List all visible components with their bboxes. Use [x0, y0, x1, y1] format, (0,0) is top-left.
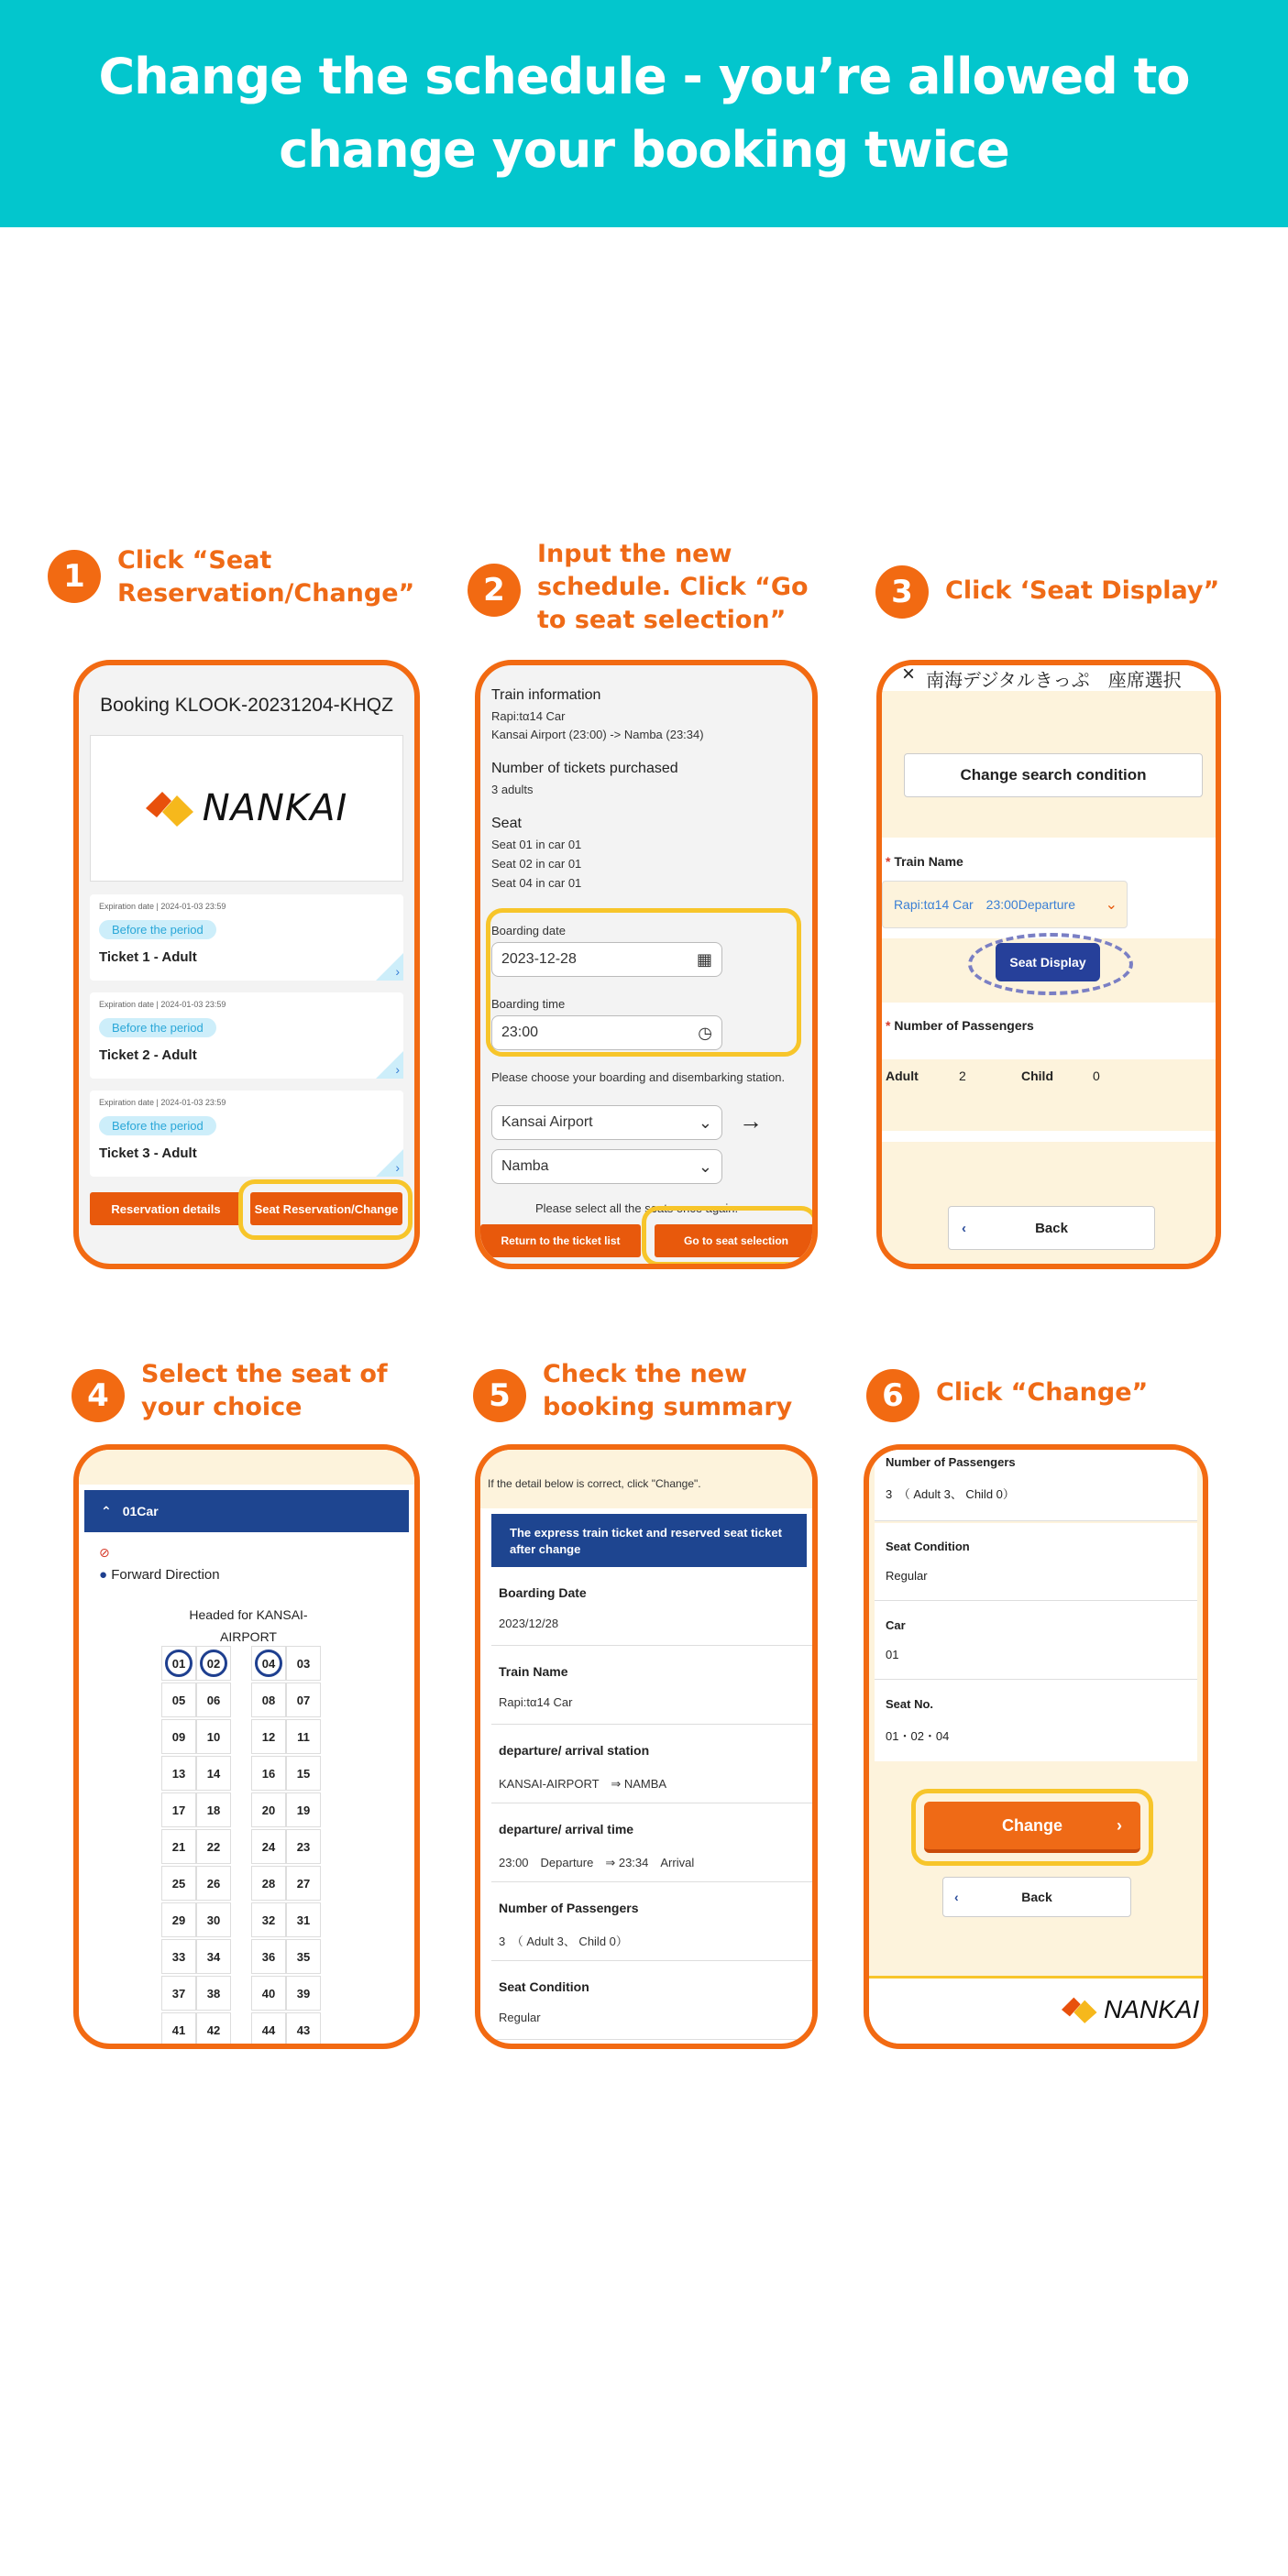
divider: [875, 1679, 1197, 1680]
car-label: 01Car: [122, 1504, 159, 1518]
seat-22[interactable]: [196, 1829, 231, 1864]
summary-list: [875, 1523, 1197, 1761]
seat-05[interactable]: [161, 1683, 196, 1717]
status-badge: Before the period: [99, 920, 216, 939]
seat-26[interactable]: [196, 1866, 231, 1901]
seat-number: 14: [206, 1766, 221, 1781]
step-2-heading: [468, 538, 834, 637]
seat-number: 35: [296, 1949, 311, 1964]
seat-number: 04: [255, 1650, 282, 1677]
seat-number: 39: [296, 1986, 311, 2001]
seat-reservation-change-button[interactable]: Seat Reservation/Change: [250, 1192, 402, 1225]
summary-row-label: Boarding Date: [499, 1585, 587, 1600]
back-button[interactable]: [948, 1206, 1155, 1250]
passengers-row: [875, 1450, 1197, 1521]
step-number: 4: [72, 1369, 125, 1422]
clock-icon: ◷: [698, 1024, 712, 1042]
footer: [869, 1979, 1203, 2044]
status-badge: Before the period: [99, 1116, 216, 1135]
summary-row-value: Rapi:tα14 Car: [499, 1695, 573, 1709]
direction-row: [99, 1567, 220, 1583]
seat-33[interactable]: [161, 1939, 196, 1974]
seat-number: 34: [206, 1949, 221, 1964]
seat-39[interactable]: [286, 1976, 321, 2011]
headed-for-text: Headed for KANSAI-AIRPORT: [189, 1607, 308, 1644]
phone-screen-booking-summary: [475, 1444, 818, 2049]
to-station-select[interactable]: [491, 1149, 722, 1184]
seat-item: Seat 04 in car 01: [491, 876, 582, 890]
direction-text: Forward Direction: [111, 1567, 220, 1583]
step-text: Click “Seat Reservation/Change”: [117, 546, 415, 608]
step-text: Check the new booking summary: [543, 1360, 793, 1421]
seat-number: 22: [206, 1839, 221, 1854]
boarding-time-label: Boarding time: [491, 997, 566, 1011]
station-prompt: Please choose your boarding and disembarking station.: [491, 1070, 786, 1084]
seat-15[interactable]: [286, 1756, 321, 1791]
train-route: Kansai Airport (23:00) -> Namba (23:34): [491, 728, 704, 741]
seat-number: 26: [206, 1876, 221, 1891]
tickets-purchased-label: Number of tickets purchased: [491, 761, 678, 776]
boarding-date-input[interactable]: [491, 942, 722, 977]
tickets-purchased-value: 3 adults: [491, 783, 534, 796]
car-value: 01: [886, 1648, 899, 1661]
select-seats-note: Please select all the seats once again.: [535, 1201, 739, 1215]
seat-30[interactable]: [196, 1902, 231, 1937]
summary-row-value: 2023/12/28: [499, 1617, 559, 1630]
step-text: Click ‘Seat Display”: [945, 576, 1220, 605]
seat-number: 31: [296, 1913, 311, 1927]
chevron-right-icon: ›: [1117, 1815, 1122, 1835]
summary-row-label: Seat Condition: [499, 1979, 589, 1994]
seat-number: 36: [261, 1949, 276, 1964]
adult-label: Adult: [886, 1069, 919, 1083]
nankai-logo-text: NANKAI: [202, 787, 348, 829]
booking-title: Booking KLOOK-20231204-KHQZ: [100, 695, 393, 716]
summary-row: [491, 1725, 812, 1803]
step-5-heading: [473, 1360, 858, 1424]
seat-number: 15: [296, 1766, 311, 1781]
step-text: Select the seat of your choice: [141, 1360, 388, 1421]
return-ticket-list-button[interactable]: Return to the ticket list: [480, 1224, 641, 1257]
arrow-right-icon: →: [739, 1107, 763, 1135]
step-6-heading: [866, 1369, 1251, 1422]
passengers-value: 3 （ Adult 3、 Child 0）: [886, 1487, 1015, 1501]
train-select-value: Rapi:tα14 Car 23:00Departure: [894, 897, 1075, 912]
summary-header: The express train ticket and reserved seat ticket after change: [491, 1514, 807, 1567]
seat-number: 37: [171, 1986, 186, 2001]
seat-28[interactable]: [251, 1866, 286, 1901]
seat-number: 27: [296, 1876, 311, 1891]
adult-count: 2: [959, 1069, 966, 1083]
car-label: Car: [886, 1618, 906, 1632]
seat-number: 13: [171, 1766, 186, 1781]
top-strip: [79, 1450, 414, 1485]
phone-screen-confirm-change: [864, 1444, 1208, 2049]
go-to-seat-selection-button[interactable]: Go to seat selection: [655, 1224, 818, 1257]
expiration-date: Expiration date | 2024-01-03 23:59: [99, 1098, 226, 1107]
step-4-heading: [72, 1360, 438, 1424]
summary-row: [491, 1567, 812, 1646]
seat-13[interactable]: [161, 1756, 196, 1791]
seat-number: 32: [261, 1913, 276, 1927]
seat-number: 06: [206, 1693, 221, 1707]
seat-25[interactable]: [161, 1866, 196, 1901]
summary-row-label: Train Name: [499, 1664, 568, 1679]
summary-row: [491, 1961, 812, 2040]
phone-screen-change-schedule: [475, 660, 818, 1269]
seat-01[interactable]: [161, 1646, 196, 1681]
seat-no-label: Seat No.: [886, 1697, 934, 1711]
step-number: 5: [473, 1369, 526, 1422]
seat-number: 01: [165, 1650, 193, 1677]
screen-header: [882, 665, 1216, 691]
ticket-name: Ticket 3 - Adult: [99, 1145, 197, 1161]
phone-screen-seat-search: [876, 660, 1221, 1269]
boarding-date-value: 2023-12-28: [501, 951, 577, 967]
seat-number: 40: [261, 1986, 276, 2001]
seat-number: 09: [171, 1729, 186, 1744]
seat-38[interactable]: [196, 1976, 231, 2011]
ticket-card[interactable]: [90, 992, 403, 1079]
seat-number: 19: [296, 1803, 311, 1817]
nankai-logo: [1062, 1995, 1199, 2024]
passengers-label: Number of Passengers: [886, 1455, 1016, 1469]
summary-row: [491, 1646, 812, 1725]
seat-34[interactable]: [196, 1939, 231, 1974]
summary-row-label: departure/ arrival time: [499, 1822, 634, 1836]
child-label: Child: [1021, 1069, 1053, 1083]
seat-08[interactable]: [251, 1683, 286, 1717]
seat-number: 29: [171, 1913, 186, 1927]
nankai-logo: [90, 735, 403, 882]
seat-43[interactable]: [286, 2012, 321, 2047]
chevron-down-icon: ⌄: [698, 1157, 712, 1176]
seat-number: 44: [261, 2022, 276, 2037]
seat-10[interactable]: [196, 1719, 231, 1754]
seat-number: 03: [296, 1656, 311, 1671]
seat-number: 21: [171, 1839, 186, 1854]
reservation-details-button[interactable]: Reservation details: [90, 1192, 242, 1225]
seat-16[interactable]: [251, 1756, 286, 1791]
passengers-label: * Number of Passengers: [886, 1018, 1034, 1033]
train-info-label: Train information: [491, 687, 601, 703]
chevron-down-icon: ⌄: [698, 1113, 712, 1132]
chevron-right-icon: ›: [395, 1062, 400, 1077]
from-station-value: Kansai Airport: [501, 1114, 593, 1130]
no-smoking-icon: ⊘: [99, 1545, 110, 1560]
seat-20[interactable]: [251, 1792, 286, 1827]
seat-42[interactable]: [196, 2012, 231, 2047]
seat-number: 23: [296, 1839, 311, 1854]
seat-number: 12: [261, 1729, 276, 1744]
boarding-time-input[interactable]: [491, 1015, 722, 1050]
to-station-value: Namba: [501, 1158, 549, 1174]
ticket-card[interactable]: [90, 1091, 403, 1177]
seat-item: Seat 02 in car 01: [491, 857, 582, 871]
train-name: Rapi:tα14 Car: [491, 709, 566, 723]
seat-number: 16: [261, 1766, 276, 1781]
seat-no-value: 01・02・04: [886, 1729, 950, 1743]
car-header[interactable]: [84, 1490, 409, 1532]
summary-row-label: departure/ arrival station: [499, 1743, 650, 1758]
expiration-date: Expiration date | 2024-01-03 23:59: [99, 902, 226, 911]
train-name-label: * Train Name: [886, 854, 963, 869]
seat-32[interactable]: [251, 1902, 286, 1937]
seat-07[interactable]: [286, 1683, 321, 1717]
notice-text: If the detail below is correct, click "Change".: [488, 1477, 701, 1490]
seat-02[interactable]: [196, 1646, 231, 1681]
seat-14[interactable]: [196, 1756, 231, 1791]
seat-19[interactable]: [286, 1792, 321, 1827]
back-button-label: Back: [1035, 1220, 1068, 1236]
chevron-right-icon: ›: [395, 1160, 400, 1175]
seat-number: 07: [296, 1693, 311, 1707]
seat-number: 25: [171, 1876, 186, 1891]
seat-condition-label: Seat Condition: [886, 1540, 970, 1553]
step-number: 1: [48, 550, 101, 603]
seat-04[interactable]: [251, 1646, 286, 1681]
back-button-label: Back: [1021, 1890, 1052, 1904]
seat-23[interactable]: [286, 1829, 321, 1864]
seat-40[interactable]: [251, 1976, 286, 2011]
seat-29[interactable]: [161, 1902, 196, 1937]
seat-27[interactable]: [286, 1866, 321, 1901]
step-number: 6: [866, 1369, 919, 1422]
arrow-down-circle-icon: ●: [99, 1567, 108, 1583]
seat-06[interactable]: [196, 1683, 231, 1717]
seat-35[interactable]: [286, 1939, 321, 1974]
seat-number: 18: [206, 1803, 221, 1817]
seat-number: 17: [171, 1803, 186, 1817]
seat-condition-value: Regular: [886, 1569, 928, 1583]
seat-item: Seat 01 in car 01: [491, 838, 582, 851]
chevron-left-icon: ‹: [962, 1220, 966, 1236]
back-button[interactable]: [942, 1877, 1131, 1917]
seat-number: 08: [261, 1693, 276, 1707]
seat-03[interactable]: [286, 1646, 321, 1681]
nankai-logo-icon: [146, 790, 195, 827]
seat-21[interactable]: [161, 1829, 196, 1864]
close-icon: ×: [902, 665, 916, 686]
ticket-name: Ticket 1 - Adult: [99, 949, 197, 965]
seat-18[interactable]: [196, 1792, 231, 1827]
seat-11[interactable]: [286, 1719, 321, 1754]
seat-37[interactable]: [161, 1976, 196, 2011]
nankai-logo-icon: [1062, 1996, 1098, 2023]
phone-screen-seat-map: [73, 1444, 420, 2049]
ticket-name: Ticket 2 - Adult: [99, 1047, 197, 1063]
chevron-down-icon: ⌄: [1105, 897, 1117, 913]
seat-36[interactable]: [251, 1939, 286, 1974]
seat-12[interactable]: [251, 1719, 286, 1754]
seat-24[interactable]: [251, 1829, 286, 1864]
step-number: 2: [468, 564, 521, 617]
header-banner: [0, 0, 1288, 227]
summary-row-label: Number of Passengers: [499, 1901, 639, 1915]
seat-number: 30: [206, 1913, 221, 1927]
screen-header-text: 南海デジタルきっぷ 座席選択: [926, 671, 1182, 691]
child-count: 0: [1093, 1069, 1100, 1083]
seat-number: 20: [261, 1803, 276, 1817]
summary-row: [491, 1882, 812, 1961]
seat-17[interactable]: [161, 1792, 196, 1827]
train-select[interactable]: [882, 881, 1128, 928]
divider: [875, 1600, 1197, 1601]
seat-number: 11: [297, 1729, 310, 1744]
seat-09[interactable]: [161, 1719, 196, 1754]
seat-number: 10: [206, 1729, 221, 1744]
step-text: Input the new schedule. Click “Go to seat selection”: [537, 540, 809, 634]
change-button-label: Change: [1001, 1815, 1062, 1835]
seat-number: 05: [171, 1693, 186, 1707]
summary-row-value: Regular: [499, 2011, 541, 2024]
expiration-date: Expiration date | 2024-01-03 23:59: [99, 1000, 226, 1009]
chevron-up-icon: ⌃: [101, 1503, 112, 1518]
seat-number: 33: [171, 1949, 186, 1964]
nankai-logo-text: NANKAI: [1104, 1995, 1200, 2023]
step-1-heading: [48, 546, 415, 610]
status-badge: Before the period: [99, 1018, 216, 1037]
phone-screen-booking: [73, 660, 420, 1269]
chevron-right-icon: ›: [395, 964, 400, 979]
summary-row-value: KANSAI-AIRPORT ⇒ NAMBA: [499, 1777, 667, 1791]
highlight-circle: [968, 933, 1133, 995]
seat-number: 38: [206, 1986, 221, 2001]
seat-31[interactable]: [286, 1902, 321, 1937]
calendar-icon: ▦: [696, 950, 712, 969]
seat-number: 02: [200, 1650, 227, 1677]
seat-41[interactable]: [161, 2012, 196, 2047]
seat-number: 28: [261, 1876, 276, 1891]
change-button[interactable]: [924, 1802, 1140, 1853]
from-station-select[interactable]: [491, 1105, 722, 1140]
boarding-date-label: Boarding date: [491, 924, 566, 937]
step-3-heading: [875, 565, 1260, 619]
step-text: Click “Change”: [936, 1378, 1149, 1407]
summary-row-value: 23:00 Departure ⇒ 23:34 Arrival: [499, 1856, 695, 1869]
seat-number: 24: [261, 1839, 276, 1854]
seat-44[interactable]: [251, 2012, 286, 2047]
step-number: 3: [875, 565, 929, 619]
seat-label: Seat: [491, 816, 522, 831]
seat-number: 43: [296, 2022, 311, 2037]
summary-row-value: 3 （ Adult 3、 Child 0）: [499, 1935, 628, 1948]
ticket-card[interactable]: [90, 894, 403, 981]
boarding-time-value: 23:00: [501, 1025, 539, 1040]
chevron-left-icon: ‹: [954, 1890, 959, 1904]
seat-number: 41: [171, 2022, 186, 2037]
summary-row: [491, 1803, 812, 1882]
seat-number: 42: [206, 2022, 221, 2037]
change-search-condition-button[interactable]: Change search condition: [904, 753, 1203, 797]
seat-display-button[interactable]: Seat Display: [996, 943, 1100, 981]
banner-title: Change the schedule - you’re allowed to change your booking twice: [98, 48, 1190, 179]
